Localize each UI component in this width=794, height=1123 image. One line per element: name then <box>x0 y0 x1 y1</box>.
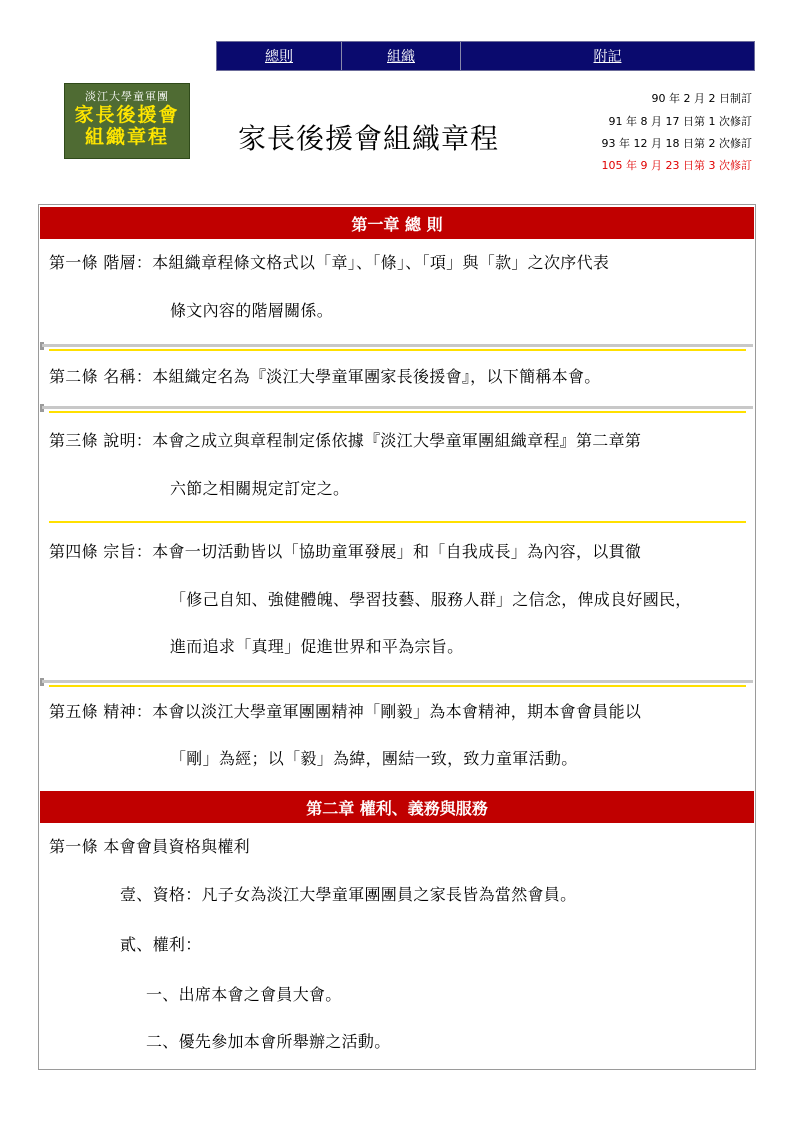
article-3-line-2: 六節之相關規定訂定之。 <box>170 479 350 498</box>
revision-date: 90 年 2 月 2 日制訂 <box>651 92 752 105</box>
logo-line-2: 組織章程 <box>84 126 169 148</box>
chapter-2-banner: 第二章 權利、義務與服務 <box>40 791 754 823</box>
separator-yellow <box>49 685 746 687</box>
page-title: 家長後援會組織章程 <box>238 122 500 155</box>
qualification-line: 壹、資格：凡子女為淡江大學童軍團團員之家長皆為當然會員。 <box>120 885 577 904</box>
chapter-1-banner: 第一章 總 則 <box>40 207 754 239</box>
separator <box>42 344 753 347</box>
revision-date-latest: 105 年 9 月 23 日第 3 次修訂 <box>601 159 752 172</box>
separator-yellow <box>49 411 746 413</box>
nav-link-general[interactable]: 總則 <box>217 42 342 70</box>
article-4-line-1: 第四條 宗旨：本會一切活動皆以「協助童軍發展」和「自我成長」為內容，以貫徹 <box>49 542 642 561</box>
separator <box>42 680 753 683</box>
separator-yellow <box>49 349 746 351</box>
article-4-line-2: 「修己自知、強健體魄、學習技藝、服務人群」之信念，俾成良好國民， <box>170 590 692 609</box>
separator-yellow <box>49 521 746 523</box>
article-5-line-1: 第五條 精神：本會以淡江大學童軍團團精神「剛毅」為本會精神，期本會會員能以 <box>49 702 642 721</box>
nav-link-appendix[interactable]: 附記 <box>593 49 622 65</box>
article-3-line-1: 第三條 說明：本會之成立與章程制定係依據『淡江大學童軍團組織章程』第二章第 <box>49 431 642 450</box>
revision-date: 91 年 8 月 17 日第 1 次修訂 <box>608 115 752 128</box>
ch2-article-1-line-1: 第一條 本會會員資格與權利 <box>49 837 250 856</box>
article-2-line-1: 第二條 名稱：本組織定名為『淡江大學童軍團家長後援會』，以下簡稱本會。 <box>49 367 601 386</box>
revision-date: 93 年 12 月 18 日第 2 次修訂 <box>601 137 752 150</box>
article-1-line-1: 第一條 階層：本組織章程條文格式以「章」、「條」、「項」與「款」之次序代表 <box>49 253 610 272</box>
nav-link-organization[interactable]: 組織 <box>342 42 461 70</box>
top-nav <box>216 41 755 71</box>
rights-heading: 貳、權利： <box>120 935 202 954</box>
logo-org-name: 淡江大學童軍團 <box>85 90 169 103</box>
logo-line-1: 家長後援會 <box>74 104 180 126</box>
article-5-line-2: 「剛」為經；以「毅」為緯，團結一致，致力童軍活動。 <box>170 749 578 768</box>
logo <box>64 83 190 159</box>
right-item-2: 二、優先參加本會所舉辦之活動。 <box>146 1032 391 1051</box>
article-4-line-3: 進而追求「真理」促進世界和平為宗旨。 <box>170 637 464 656</box>
right-item-1: 一、出席本會之會員大會。 <box>146 985 342 1004</box>
article-1-line-2: 條文內容的階層關係。 <box>170 301 334 320</box>
separator <box>42 406 753 409</box>
